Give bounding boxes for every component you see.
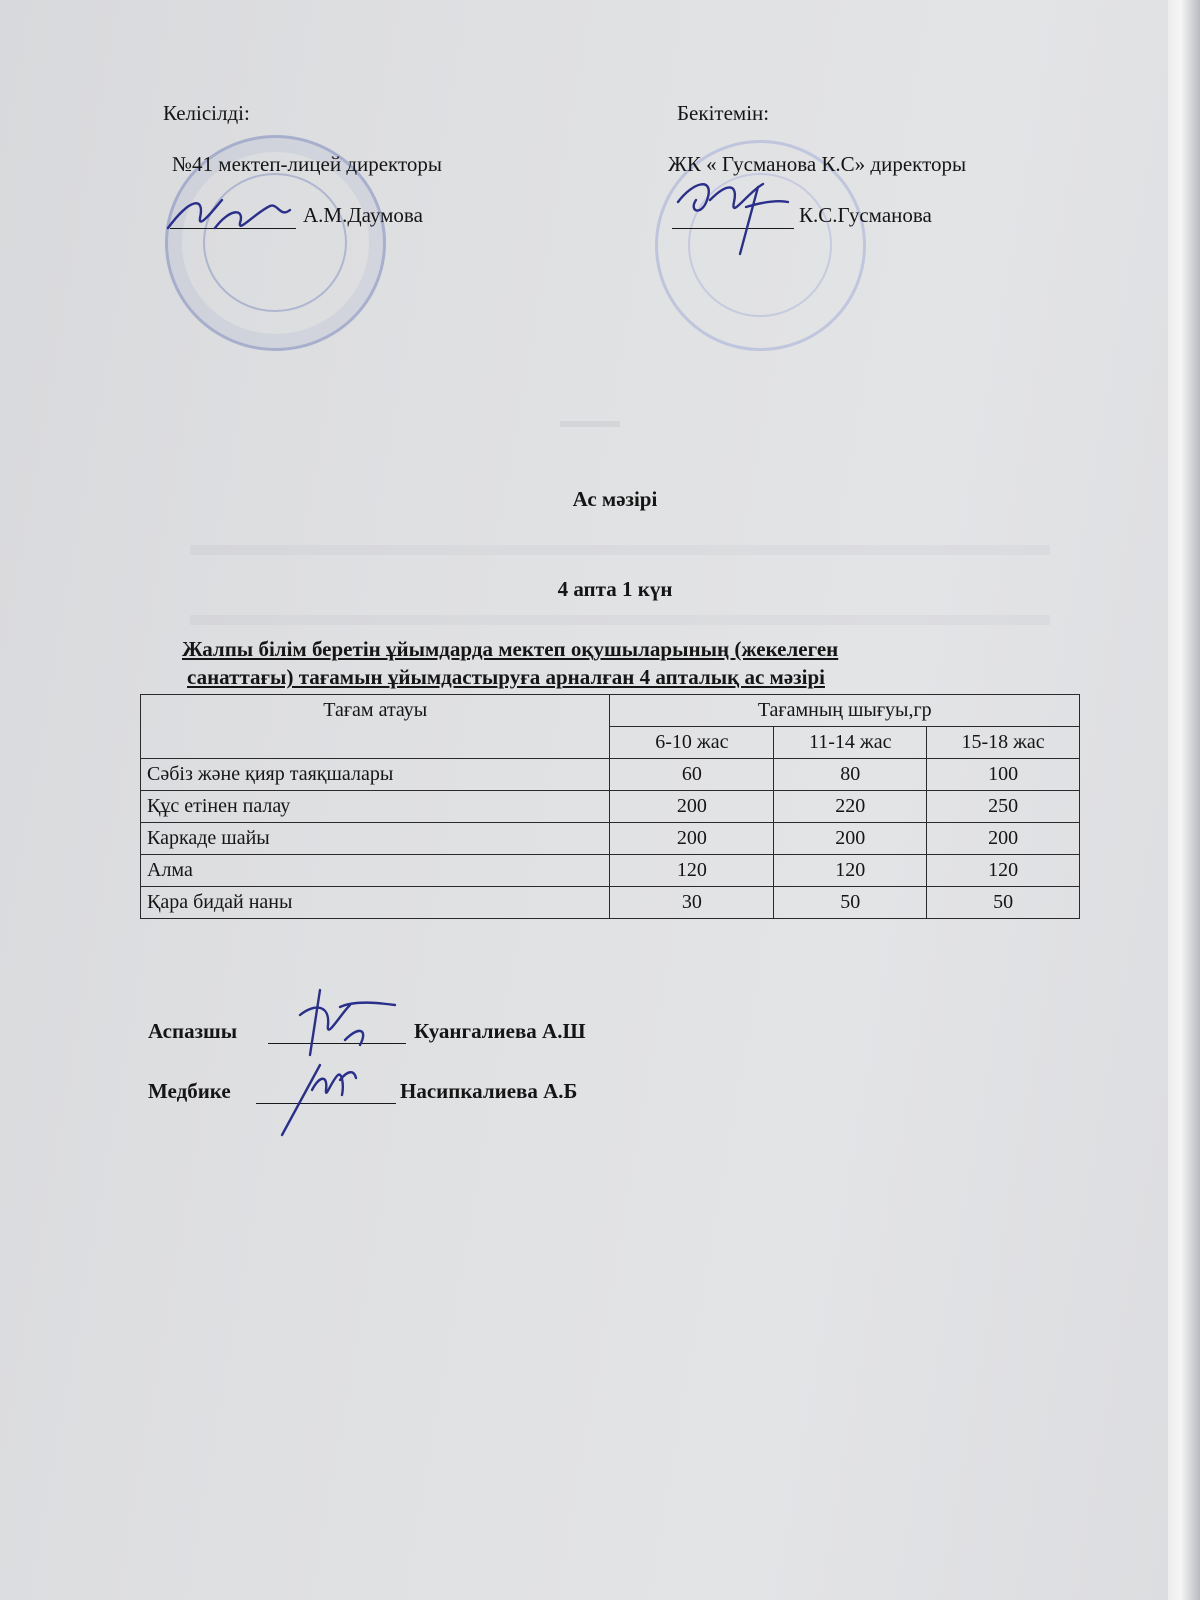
table-row <box>141 759 1080 791</box>
header-age-group: 6-10 жас <box>610 727 774 759</box>
company-director-title: ЖК « Гусманова К.С» директоры <box>668 152 967 176</box>
cook-name: Куангалиева А.Ш <box>414 1019 586 1043</box>
approved-label: Келісілді: <box>163 101 250 125</box>
cook-signature <box>290 985 400 1060</box>
cook-label: Аспазшы <box>148 1019 238 1043</box>
portion-value: 60 <box>610 759 774 791</box>
portion-value: 50 <box>774 887 927 919</box>
portion-value: 250 <box>927 791 1080 823</box>
portion-value: 200 <box>774 823 927 855</box>
portion-value: 50 <box>927 887 1080 919</box>
nurse-label: Медбике <box>148 1079 231 1103</box>
portion-value: 120 <box>610 855 774 887</box>
header-dish-name: Тағам атауы <box>141 695 610 759</box>
dish-name: Сәбіз және қияр таяқшалары <box>141 759 610 791</box>
page-edge <box>1168 0 1200 1600</box>
school-director-title: №41 мектеп-лицей директоры <box>172 152 442 176</box>
school-director-name: А.М.Даумова <box>303 203 423 227</box>
nurse-name: Насипкалиева А.Б <box>400 1079 578 1103</box>
portion-value: 100 <box>927 759 1080 791</box>
page-title: Ас мәзірі <box>572 487 658 511</box>
show-through-text: ▬▬▬ <box>560 410 620 432</box>
menu-heading-line-1: Жалпы білім беретін ұйымдарда мектеп оқушыларының (жекелеген <box>182 637 839 661</box>
menu-heading-line-2: санаттағы) тағамын ұйымдастыруға арналған 4 апталық ас мәзірі <box>187 665 825 689</box>
table-row <box>141 823 1080 855</box>
dish-name: Қара бидай наны <box>141 887 610 919</box>
portion-value: 30 <box>610 887 774 919</box>
portion-value: 120 <box>774 855 927 887</box>
director-signature-left <box>160 188 300 238</box>
portion-value: 200 <box>610 791 774 823</box>
portion-value: 120 <box>927 855 1080 887</box>
dish-name: Алма <box>141 855 610 887</box>
table-row <box>141 887 1080 919</box>
menu-table <box>140 694 1080 919</box>
company-director-name: К.С.Гусманова <box>799 203 932 227</box>
header-output: Тағамның шығуы,гр <box>610 695 1080 727</box>
portion-value: 220 <box>774 791 927 823</box>
portion-value: 200 <box>927 823 1080 855</box>
table-row <box>141 855 1080 887</box>
header-age-group: 11-14 жас <box>774 727 927 759</box>
week-day-subtitle: 4 апта 1 күн <box>557 577 673 601</box>
portion-value: 80 <box>774 759 927 791</box>
header-age-group: 15-18 жас <box>927 727 1080 759</box>
confirm-label: Бекітемін: <box>677 101 770 125</box>
nurse-signature <box>270 1050 370 1140</box>
dish-name: Каркаде шайы <box>141 823 610 855</box>
director-signature-right <box>668 172 798 262</box>
portion-value: 200 <box>610 823 774 855</box>
dish-name: Құс етінен палау <box>141 791 610 823</box>
table-row <box>141 791 1080 823</box>
